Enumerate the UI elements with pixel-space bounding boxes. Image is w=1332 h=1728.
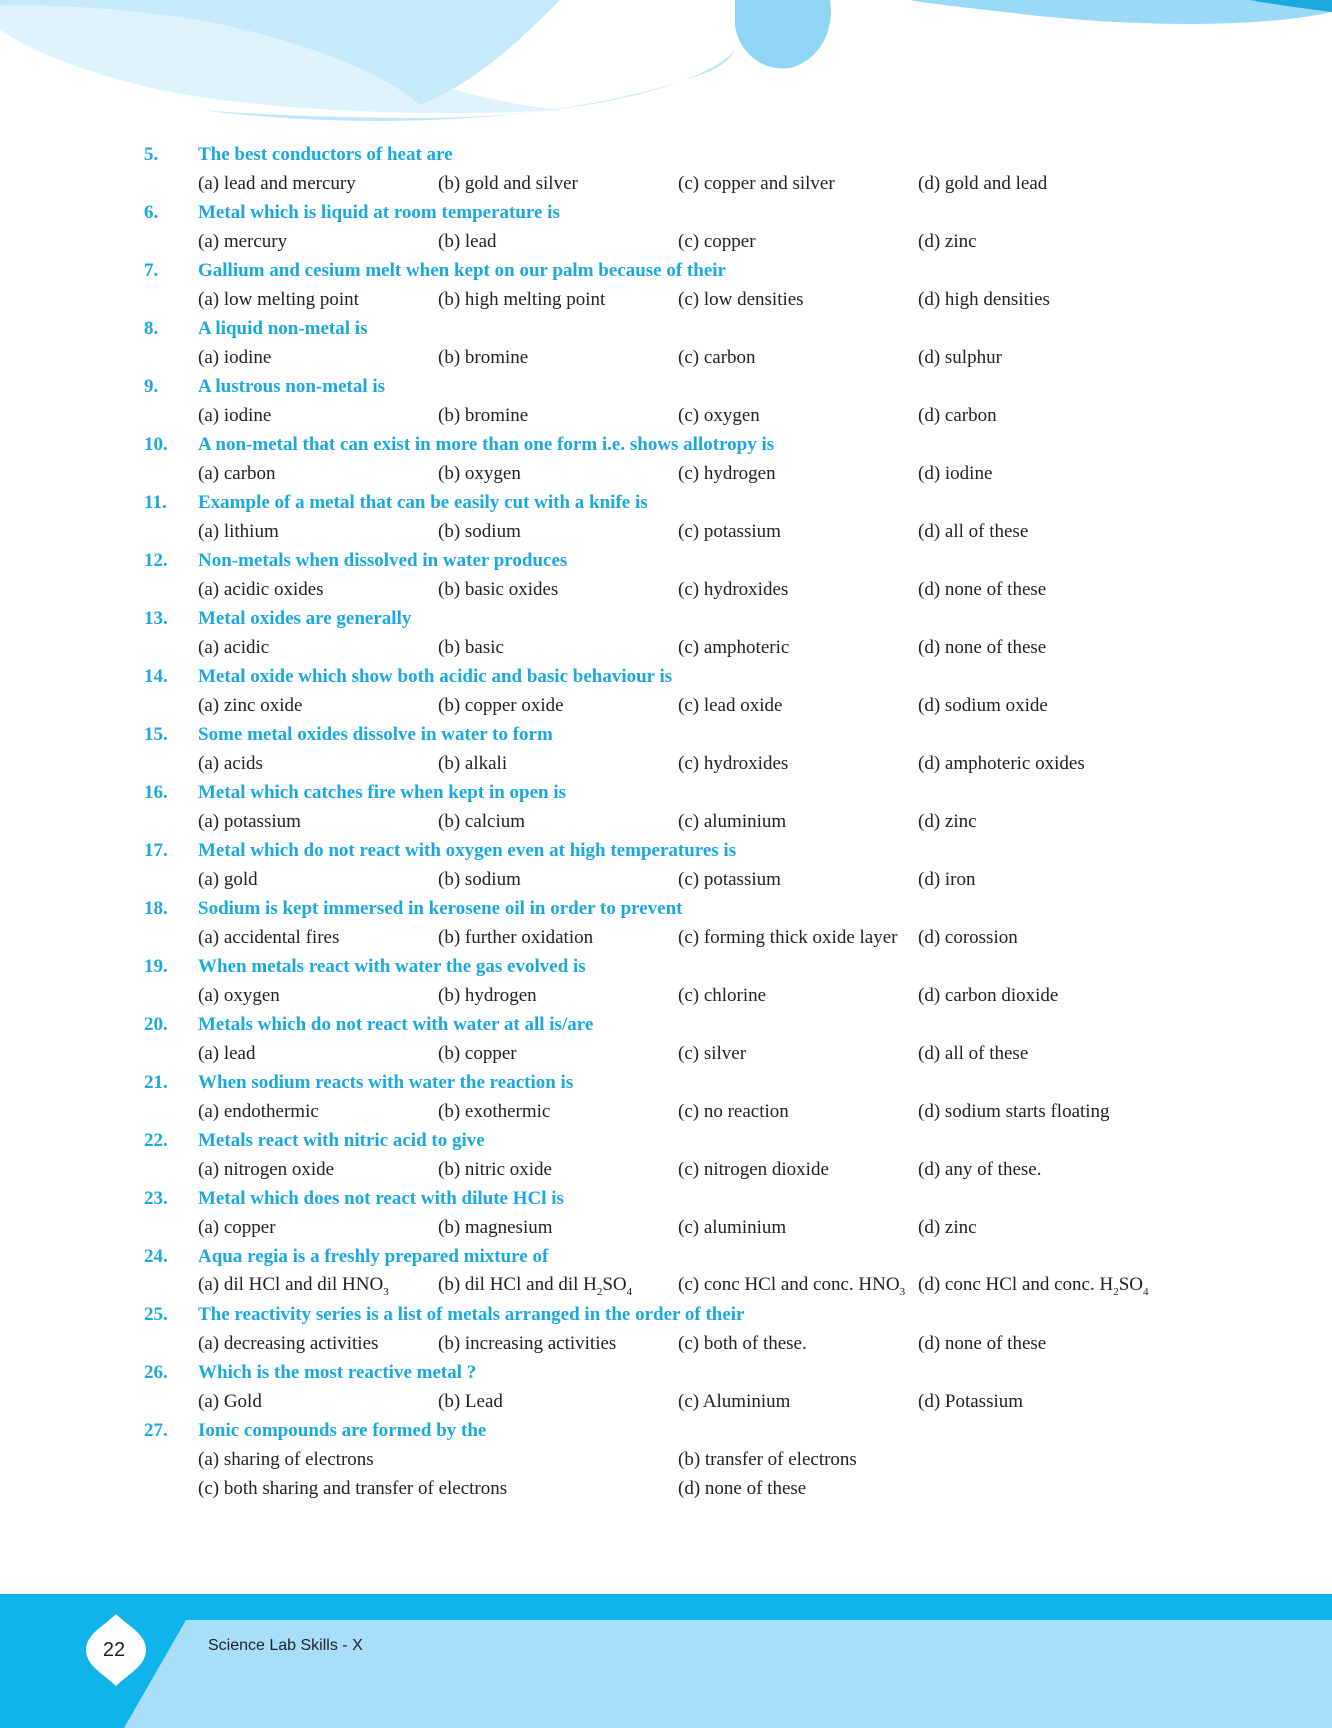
question-item (144, 546, 1204, 604)
option: (c) aluminium (678, 810, 787, 832)
question-item (144, 314, 1204, 372)
question-number: 16. (144, 781, 168, 803)
option: (c) conc HCl and conc. $HNO_3$ (678, 1273, 906, 1298)
option: (d) carbon dioxide (918, 984, 1059, 1006)
question-item (144, 256, 1204, 314)
option: (d) high densities (918, 288, 1050, 310)
question-text: Example of a metal that can be easily cut with a knife is (198, 491, 648, 513)
option: (a) potassium (198, 810, 301, 832)
option: (b) lead (438, 230, 497, 252)
question-item (144, 1184, 1204, 1242)
question-number: 8. (144, 317, 159, 339)
option: (c) potassium (678, 520, 781, 542)
question-item (144, 662, 1204, 720)
option: (c) potassium (678, 868, 781, 890)
option: (b) exothermic (438, 1100, 551, 1122)
option: (a) gold (198, 868, 258, 890)
option: (c) both of these. (678, 1332, 807, 1354)
question-text: Metal which catches fire when kept in open is (198, 781, 567, 803)
question-text: Ionic compounds are formed by the (198, 1419, 487, 1441)
question-item (144, 836, 1204, 894)
option: (c) hydrogen (678, 462, 776, 484)
option: (b) sodium (438, 868, 521, 890)
option: (a) acidic oxides (198, 578, 324, 600)
option: (d) sodium starts floating (918, 1100, 1110, 1122)
option: (c) hydroxides (678, 752, 789, 774)
option: (a) oxygen (198, 984, 280, 1006)
question-number: 27. (144, 1419, 168, 1441)
question-number: 13. (144, 607, 168, 629)
option: (b) high melting point (438, 288, 606, 310)
option: (a) decreasing activities (198, 1332, 379, 1354)
option: (a) lead (198, 1042, 256, 1064)
option: (b) oxygen (438, 462, 521, 484)
question-text: When sodium reacts with water the reaction is (198, 1071, 574, 1093)
option: (c) aluminium (678, 1216, 787, 1238)
option: (b) gold and silver (438, 172, 578, 194)
question-text: A non-metal that can exist in more than one form i.e. shows allotropy is (198, 433, 775, 455)
option: (d) amphoteric oxides (918, 752, 1085, 774)
question-item (144, 604, 1204, 662)
option: (a) lithium (198, 520, 279, 542)
question-item (144, 1068, 1204, 1126)
option: (a) iodine (198, 404, 272, 426)
question-item (144, 488, 1204, 546)
question-text: Gallium and cesium melt when kept on our palm because of their (198, 259, 726, 281)
question-list (144, 140, 1204, 1503)
question-number: 22. (144, 1129, 168, 1151)
option: (d) none of these (918, 578, 1047, 600)
question-number: 12. (144, 549, 168, 571)
option: (a) endothermic (198, 1100, 319, 1122)
option: (b) basic oxides (438, 578, 559, 600)
option: (a) zinc oxide (198, 694, 303, 716)
question-number: 26. (144, 1361, 168, 1383)
option: (b) hydrogen (438, 984, 537, 1006)
option: (b) basic (438, 636, 504, 658)
option: (c) nitrogen dioxide (678, 1158, 829, 1180)
option: (a) nitrogen oxide (198, 1158, 335, 1180)
question-text: Sodium is kept immersed in kerosene oil in order to prevent (198, 897, 683, 919)
question-text: The best conductors of heat are (198, 143, 453, 165)
question-text: Metal which is liquid at room temperature is (198, 201, 560, 223)
option: (c) chlorine (678, 984, 767, 1006)
option: (b) Lead (438, 1390, 503, 1412)
option: (a) mercury (198, 230, 288, 252)
option: (b) copper oxide (438, 694, 564, 716)
question-text: A lustrous non-metal is (198, 375, 386, 397)
option: (a) acidic (198, 636, 270, 658)
option: (d) carbon (918, 404, 997, 426)
option: (a) lead and mercury (198, 172, 356, 194)
question-item (144, 430, 1204, 488)
question-item (144, 778, 1204, 836)
question-text: When metals react with water the gas evolved is (198, 955, 586, 977)
question-text: Some metal oxides dissolve in water to form (198, 723, 553, 745)
option: (d) zinc (918, 810, 977, 832)
option: (b) copper (438, 1042, 517, 1064)
option: (d) sodium oxide (918, 694, 1048, 716)
option: (a) sharing of electrons (198, 1448, 374, 1470)
question-item (144, 1300, 1204, 1358)
option: (b) magnesium (438, 1216, 553, 1238)
option: (a) copper (198, 1216, 276, 1238)
option: (d) zinc (918, 230, 977, 252)
option: (a) low melting point (198, 288, 359, 310)
option: (d) sulphur (918, 346, 1002, 368)
question-text: Aqua regia is a freshly prepared mixture of (198, 1245, 549, 1267)
question-number: 23. (144, 1187, 168, 1209)
question-text: Metal oxides are generally (198, 607, 412, 629)
question-item (144, 952, 1204, 1010)
question-item (144, 198, 1204, 256)
book-title: Science Lab Skills - X (208, 1637, 363, 1654)
option: (c) lead oxide (678, 694, 783, 716)
option: (b) alkali (438, 752, 508, 774)
option: (b) bromine (438, 404, 529, 426)
option: (b) bromine (438, 346, 529, 368)
question-text: Non-metals when dissolved in water produces (198, 549, 568, 571)
question-number: 20. (144, 1013, 168, 1035)
option: (a) carbon (198, 462, 276, 484)
question-item (144, 1242, 1204, 1300)
question-text: Metals which do not react with water at all is/are (198, 1013, 594, 1035)
option: (d) gold and lead (918, 172, 1048, 194)
option: (b) sodium (438, 520, 521, 542)
option: (c) copper and silver (678, 172, 835, 194)
option: (b) calcium (438, 810, 526, 832)
option: (b) nitric oxide (438, 1158, 552, 1180)
option: (a) dil HCl and dil $HNO_3$ (198, 1273, 389, 1298)
option: (d) iron (918, 868, 976, 890)
option: (c) hydroxides (678, 578, 789, 600)
option: (b) further oxidation (438, 926, 594, 948)
question-number: 17. (144, 839, 168, 861)
question-text: A liquid non-metal is (198, 317, 368, 339)
question-number: 15. (144, 723, 168, 745)
option: (c) oxygen (678, 404, 760, 426)
question-item (144, 140, 1204, 198)
option: (a) accidental fires (198, 926, 340, 948)
question-number: 6. (144, 201, 159, 223)
option: (c) no reaction (678, 1100, 789, 1122)
footer-band (0, 1594, 1332, 1728)
question-item (144, 720, 1204, 778)
option: (d) none of these (918, 636, 1047, 658)
question-text: Metal which does not react with dilute HCl is (198, 1187, 564, 1209)
option: (c) copper (678, 230, 756, 252)
question-item (144, 1010, 1204, 1068)
option: (d) all of these (918, 1042, 1029, 1064)
option: (d) none of these (918, 1332, 1047, 1354)
question-text: Metal oxide which show both acidic and basic behaviour is (198, 665, 673, 687)
option: (c) Aluminium (678, 1390, 791, 1412)
option: (d) zinc (918, 1216, 977, 1238)
option: (c) low densities (678, 288, 804, 310)
question-text: Which is the most reactive metal ? (198, 1361, 477, 1383)
question-number: 5. (144, 143, 159, 165)
question-number: 24. (144, 1245, 168, 1267)
question-number: 10. (144, 433, 168, 455)
question-item (144, 1126, 1204, 1184)
option: (c) amphoteric (678, 636, 790, 658)
option: (d) corossion (918, 926, 1018, 948)
option: (d) none of these (678, 1477, 807, 1499)
option: (d) any of these. (918, 1158, 1042, 1180)
question-number: 21. (144, 1071, 168, 1093)
page-number: 22 (102, 1639, 126, 1661)
question-text: Metal which do not react with oxygen even at high temperatures is (198, 839, 737, 861)
question-number: 14. (144, 665, 168, 687)
question-number: 25. (144, 1303, 168, 1325)
option: (d) iodine (918, 462, 993, 484)
question-number: 19. (144, 955, 168, 977)
question-item (144, 1358, 1204, 1416)
option: (d) all of these (918, 520, 1029, 542)
option: (c) both sharing and transfer of electrons (198, 1477, 508, 1499)
question-number: 18. (144, 897, 168, 919)
option: (b) transfer of electrons (678, 1448, 857, 1470)
option: (d) Potassium (918, 1390, 1024, 1412)
question-number: 7. (144, 259, 159, 281)
option: (b) dil HCl and dil $H_2SO_4$ (438, 1273, 633, 1298)
question-number: 9. (144, 375, 159, 397)
option: (c) forming thick oxide layer (678, 926, 898, 948)
question-item (144, 372, 1204, 430)
option: (c) carbon (678, 346, 756, 368)
question-text: Metals react with nitric acid to give (198, 1129, 485, 1151)
question-item (144, 894, 1204, 952)
header-wave-decoration (0, 0, 1332, 150)
option: (d) conc HCl and conc. $H_2SO_4$ (918, 1273, 1149, 1298)
question-item (144, 1416, 1204, 1503)
option: (a) acids (198, 752, 263, 774)
option: (a) Gold (198, 1390, 262, 1412)
question-text: The reactivity series is a list of metals arranged in the order of their (198, 1303, 745, 1325)
option: (b) increasing activities (438, 1332, 617, 1354)
option: (c) silver (678, 1042, 747, 1064)
question-number: 11. (144, 491, 167, 513)
option: (a) iodine (198, 346, 272, 368)
